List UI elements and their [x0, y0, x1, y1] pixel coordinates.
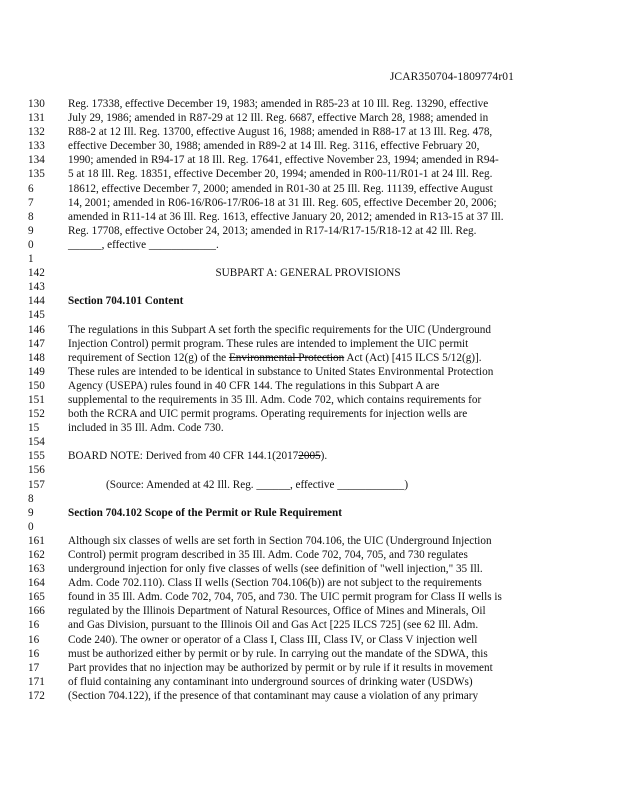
document-line: [0, 661, 618, 675]
document-line: [0, 506, 618, 520]
line-text: 18612, effective December 7, 2000; amended in R01-30 at 25 Ill. Reg. 11139, effective August: [68, 182, 493, 195]
line-text: July 29, 1986; amended in R87-29 at 12 Ill. Reg. 6687, effective March 28, 1988; amended in: [68, 112, 489, 125]
document-line: [0, 153, 618, 167]
line-number: 142: [28, 267, 45, 280]
document-line: [0, 675, 618, 689]
line-text: The regulations in this Subpart A set forth the specific requirements for the UIC (Underground: [68, 323, 491, 336]
line-number: 143: [28, 281, 45, 294]
document-line: [0, 351, 618, 365]
line-number: 166: [28, 605, 45, 618]
document-line: [0, 449, 618, 463]
line-text: (Source: Amended at 42 Ill. Reg. ______, effective ____________): [106, 478, 409, 491]
line-number: 145: [28, 309, 45, 322]
document-line: [0, 196, 618, 210]
line-number: 164: [28, 577, 45, 590]
document-id: JCAR350704-1809774r01: [389, 71, 514, 83]
line-number: 17: [28, 661, 40, 674]
line-number: 155: [28, 450, 45, 463]
document-line: [0, 534, 618, 548]
document-line: [0, 463, 618, 477]
line-text: 5 at 18 Ill. Reg. 18351, effective December 20, 1994; amended in R00-11/R01-1 at 24 Ill. Reg.: [68, 168, 493, 181]
document-line: [0, 478, 618, 492]
line-number: 163: [28, 563, 45, 576]
line-text: found in 35 Ill. Adm. Code 702, 704, 705, and 730. The UIC permit program for Class II wells is: [68, 591, 502, 604]
document-line: [0, 294, 618, 308]
line-text: These rules are intended to be identical in substance to United States Environmental Protection: [68, 365, 494, 378]
line-text: of fluid containing any contaminant into underground sources of drinking water (USDWs): [68, 675, 473, 688]
document-line: [0, 604, 618, 618]
line-number: 16: [28, 619, 40, 632]
document-line: [0, 280, 618, 294]
line-number: 147: [28, 337, 45, 350]
line-text: Although six classes of wells are set forth in Section 704.106, the UIC (Underground Injection: [68, 534, 492, 547]
line-text: Adm. Code 702.110). Class II wells (Section 704.106(b)) are not subject to the requirements: [68, 577, 482, 590]
line-text: Code 240). The owner or operator of a Class I, Class III, Class IV, or Class V injection well: [68, 633, 478, 646]
line-text: Control) permit program described in 35 Ill. Adm. Code 702, 704, 705, and 730 regulates: [68, 549, 468, 561]
line-text-part: ).: [320, 450, 328, 463]
document-line: [0, 252, 618, 266]
line-number: 134: [28, 154, 45, 167]
line-text: supplemental to the requirements in 35 Ill. Adm. Code 702, which contains requirements for: [68, 393, 482, 406]
line-text-part: Act (Act) [415 ILCS 5/12(g)].: [344, 351, 482, 364]
line-number: 157: [28, 478, 45, 491]
line-number: 150: [28, 379, 45, 392]
document-line: [0, 337, 618, 351]
line-number: 154: [28, 436, 45, 449]
line-text: ______, effective ____________.: [68, 238, 219, 251]
document-line: [0, 139, 618, 153]
line-number: 15: [28, 422, 40, 435]
document-line: [0, 323, 618, 337]
document-line: [0, 266, 618, 280]
document-line: [0, 562, 618, 576]
line-text: underground injection for only five classes of wells (see definition of "well injection," 35 Ill.: [68, 563, 483, 576]
line-number: 146: [28, 323, 45, 336]
document-line: [0, 393, 618, 407]
document-line: [0, 647, 618, 661]
document-line: [0, 224, 618, 238]
line-number: 9: [28, 224, 34, 237]
document-line: [0, 167, 618, 181]
line-number: 16: [28, 633, 40, 646]
line-number: 0: [28, 520, 34, 533]
line-number: 8: [28, 492, 34, 505]
line-number: 152: [28, 408, 45, 421]
line-text: both the RCRA and UIC permit programs. Operating requirements for injection wells are: [68, 408, 468, 421]
line-text: (Section 704.122), if the presence of that contaminant may cause a violation of any primary: [68, 689, 479, 702]
line-number: 7: [28, 196, 34, 209]
line-text-part: requirement of Section 12(g) of the: [68, 351, 229, 364]
line-number: 156: [28, 464, 45, 477]
document-line: [0, 308, 618, 322]
line-number: 132: [28, 126, 45, 139]
section-heading: Section 704.102 Scope of the Permit or Rule Requirement: [68, 506, 342, 519]
document-line: [0, 379, 618, 393]
line-text: amended in R11-14 at 36 Ill. Reg. 1613, effective January 20, 2012; amended in R13-15 at 37 Ill.: [68, 210, 504, 223]
line-number: 135: [28, 168, 45, 181]
line-text: effective December 30, 1988; amended in R89-2 at 14 Ill. Reg. 3116, effective February 20,: [68, 140, 480, 153]
document-line: [0, 633, 618, 647]
section-heading: Section 704.101 Content: [68, 295, 184, 308]
struck-text: 2005: [298, 450, 321, 463]
document-line: [0, 520, 618, 534]
line-number: 16: [28, 647, 40, 660]
subpart-heading: SUBPART A: GENERAL PROVISIONS: [215, 267, 401, 280]
line-text-part: BOARD NOTE: Derived from 40 CFR 144.1(2017: [68, 450, 299, 463]
document-line: [0, 111, 618, 125]
line-text: 14, 2001; amended in R06-16/R06-17/R06-18 at 31 Ill. Reg. 605, effective December 20, 2006;: [68, 196, 497, 209]
line-text: Reg. 17708, effective October 24, 2013; amended in R17-14/R17-15/R18-12 at 42 Ill. Reg.: [68, 224, 477, 237]
line-number: 165: [28, 591, 45, 604]
document-line: [0, 407, 618, 421]
line-number: 151: [28, 393, 45, 406]
line-text: Injection Control) permit program. These rules are intended to implement the UIC permit: [68, 337, 469, 350]
document-line: [0, 618, 618, 632]
line-text: and Gas Division, pursuant to the Illinois Oil and Gas Act [225 ILCS 725] (see 62 Ill. Adm.: [68, 619, 479, 632]
document-line: [0, 421, 618, 435]
line-number: 144: [28, 295, 45, 308]
line-number: 172: [28, 689, 45, 702]
document-line: [0, 548, 618, 562]
line-text: must be authorized either by permit or by rule. In carrying out the mandate of the SDWA, this: [68, 647, 488, 660]
line-text: regulated by the Illinois Department of Natural Resources, Office of Mines and Minerals, Oil: [68, 605, 486, 618]
line-number: 148: [28, 351, 45, 364]
line-text: Agency (USEPA) rules found in 40 CFR 144. The regulations in this Subpart A are: [68, 379, 440, 392]
line-number: 6: [28, 182, 34, 195]
line-number: 8: [28, 210, 34, 223]
struck-text: Environmental Protection: [228, 351, 345, 364]
line-text: [68, 351, 482, 365]
document-line: [0, 210, 618, 224]
line-number: 161: [28, 534, 45, 547]
document-line: [0, 97, 618, 111]
document-line: [0, 182, 618, 196]
line-text: [68, 449, 327, 463]
line-number: 171: [28, 675, 45, 688]
line-number: 162: [28, 549, 45, 561]
page-body: [0, 97, 618, 703]
line-number: 9: [28, 506, 34, 519]
line-number: 131: [28, 112, 45, 125]
line-number: 133: [28, 140, 45, 153]
document-line: [0, 590, 618, 604]
line-text: Reg. 17338, effective December 19, 1983; amended in R85-23 at 10 Ill. Reg. 13290, effective: [68, 98, 489, 110]
document-line: [0, 689, 618, 703]
line-number: 149: [28, 365, 45, 378]
line-text: included in 35 Ill. Adm. Code 730.: [68, 422, 224, 435]
document-line: [0, 435, 618, 449]
document-line: [0, 238, 618, 252]
line-number: 0: [28, 238, 34, 251]
document-line: [0, 576, 618, 590]
line-text: R88-2 at 12 Ill. Reg. 13700, effective August 16, 1988; amended in R88-17 at 13 Ill. Reg. 478,: [68, 126, 493, 139]
line-number: 130: [28, 98, 45, 110]
line-number: 1: [28, 253, 34, 266]
document-line: [0, 125, 618, 139]
document-line: [0, 365, 618, 379]
line-text: 1990; amended in R94-17 at 18 Ill. Reg. 17641, effective November 23, 1994; amended in R94-: [68, 154, 499, 167]
document-line: [0, 492, 618, 506]
line-text: Part provides that no injection may be authorized by permit or by rule if it results in movement: [68, 661, 493, 674]
